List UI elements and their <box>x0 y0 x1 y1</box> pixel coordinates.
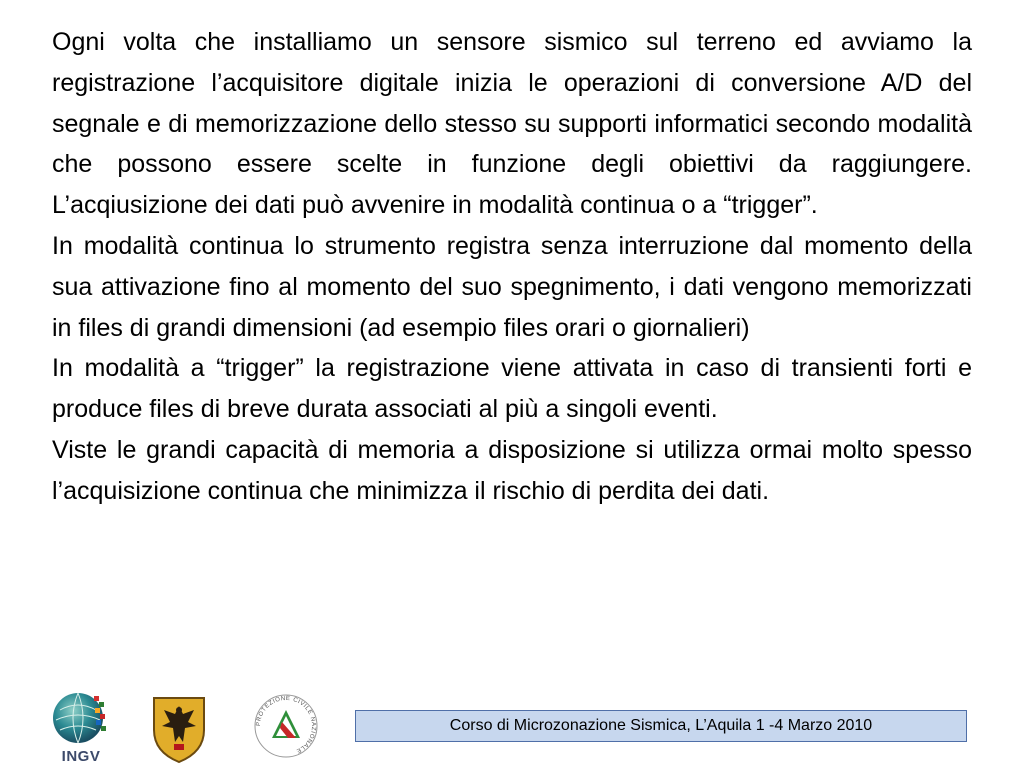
protezione-civile-ring-text: PROTEZIONE CIVILE NAZIONALE <box>255 695 317 754</box>
slide-footer <box>0 680 1024 768</box>
paragraph-intro: Ogni volta che installiamo un sensore sismico sul terreno ed avviamo la registrazione l’acquisitore digitale inizia le operazioni di conversione A/D del segnale e di memorizzazione dello stesso su supporti informatici secondo modalità che possono essere scelte in funzione degli obiettivi da raggiungere. L’acqiusizione dei dati può avvenire in modalità continua o a “trigger”. <box>52 28 972 220</box>
ingv-label: INGV <box>61 748 101 765</box>
slide-body <box>52 22 972 512</box>
ingv-logo <box>50 688 112 768</box>
paragraph-trigger-mode: In modalità a “trigger” la registrazione viene attivata in caso di transienti forti e produce files di breve durata associati al più a singoli eventi. <box>52 354 972 424</box>
eagle-shield-icon <box>150 692 208 764</box>
course-title-text: Corso di Microzonazione Sismica, L’Aquila 1 -4 Marzo 2010 <box>449 717 873 734</box>
abruzzo-crest-logo <box>150 692 208 764</box>
paragraph-continuous-mode: In modalità continua lo strumento registra senza interruzione dal momento della sua attivazione fino al momento del suo spegnimento, i dati vengono memorizzati in files di grandi dimensioni (ad esempio files orari o giornalieri) <box>52 231 972 342</box>
paragraph-conclusion: Viste le grandi capacità di memoria a disposizione si utilizza ormai molto spesso l’acquisizione continua che minimizza il rischio di perdita dei dati. <box>52 435 972 505</box>
protezione-civile-logo <box>252 692 320 760</box>
protezione-civile-emblem-icon <box>252 692 320 760</box>
course-title-banner <box>355 710 967 742</box>
ingv-globe-icon <box>50 688 112 748</box>
